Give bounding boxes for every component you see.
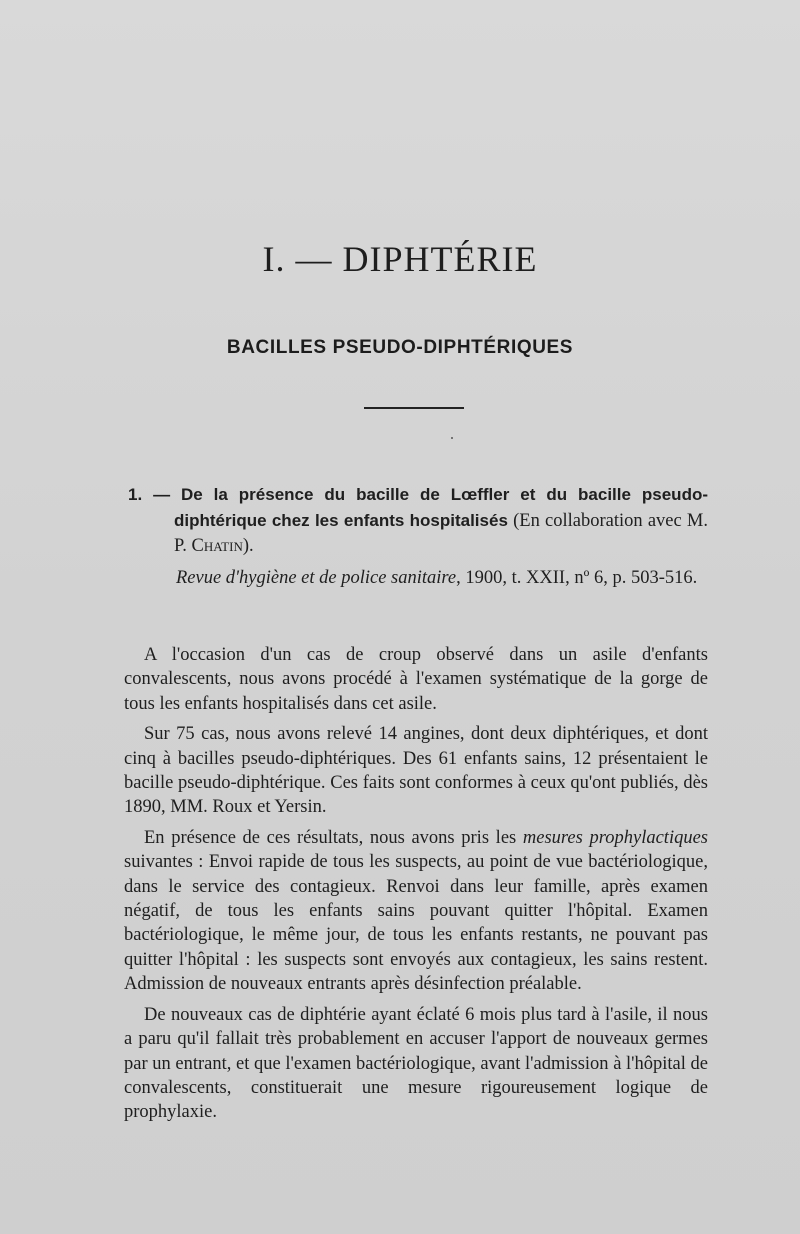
paragraph-3-emphasis: mesures prophylactiques bbox=[522, 827, 709, 848]
entry-collab-suffix: ). bbox=[242, 536, 254, 556]
source-journal: Revue d'hygiène et de police sanitaire bbox=[176, 568, 457, 588]
section-divider bbox=[364, 407, 464, 409]
paragraph-1: A l'occasion d'un cas de croup observé dans un asile d'enfants convalescents, nous avons procédé à l'examen systématique de la gorge de tous les enfants hospitalisés dans cet asile. bbox=[124, 645, 708, 714]
entry-source bbox=[176, 566, 706, 591]
entry-collab-prefix: (En collaboration avec M. P. bbox=[174, 511, 708, 556]
paragraph-4: De nouveaux cas de diphtérie ayant éclaté 6 mois plus tard à l'asile, il nous a paru qu'il fallait très probablement en accuser l'apport de nouveaux germes par un entrant, et que l'examen bactériologique, avant l'admission à l'hôpital de convalescents, constituerait une mesure rigoureusement logique de prophylaxie. bbox=[124, 1004, 708, 1123]
bibliography-entry bbox=[128, 482, 708, 559]
entry-number: 1. — bbox=[128, 485, 171, 504]
entry-collab-name: Chatin bbox=[191, 536, 243, 556]
paragraph-2: Sur 75 cas, nous avons relevé 14 angines, dont deux diphtériques, et dont cinq à bacilles pseudo-diphtériques. Des 61 enfants sains, 12 présentaient le bacille pseudo-diphtérique. Ces faits sont conformes à ceux qu'ont publiés, dès 1890, MM. Roux et Yersin. bbox=[124, 724, 708, 818]
source-details: , 1900, t. XXII, nº 6, p. 503-516. bbox=[456, 568, 698, 588]
decorative-dot bbox=[451, 437, 453, 439]
paragraph-3-start: En présence de ces résultats, nous avons pris les bbox=[144, 827, 517, 848]
body-text bbox=[124, 643, 708, 1131]
entry-title: De la présence du bacille de Lœffler et du bacille pseudo-diphtérique chez les enfants hospitalisés bbox=[174, 485, 709, 530]
paragraph-3 bbox=[124, 826, 708, 997]
paragraph-3-end: suivantes : Envoi rapide de tous les suspects, au point de vue bactériologique, dans le service des contagieux. Renvoi dans leur famille, après examen négatif, de tous les enfants sains pouvant quitter l'hôpital. Examen bactériologique, le même jour, de tous les enfants restants, ne pouvant pas quitter l'hôpital : les suspects sont envoyés aux contagieux, les sains restent. Admission de nouveaux entrants après désinfection préalable. bbox=[124, 852, 708, 995]
section-title: BACILLES PSEUDO-DIPHTÉRIQUES bbox=[226, 337, 574, 358]
chapter-title: I. — DIPHTÉRIE bbox=[262, 239, 538, 279]
